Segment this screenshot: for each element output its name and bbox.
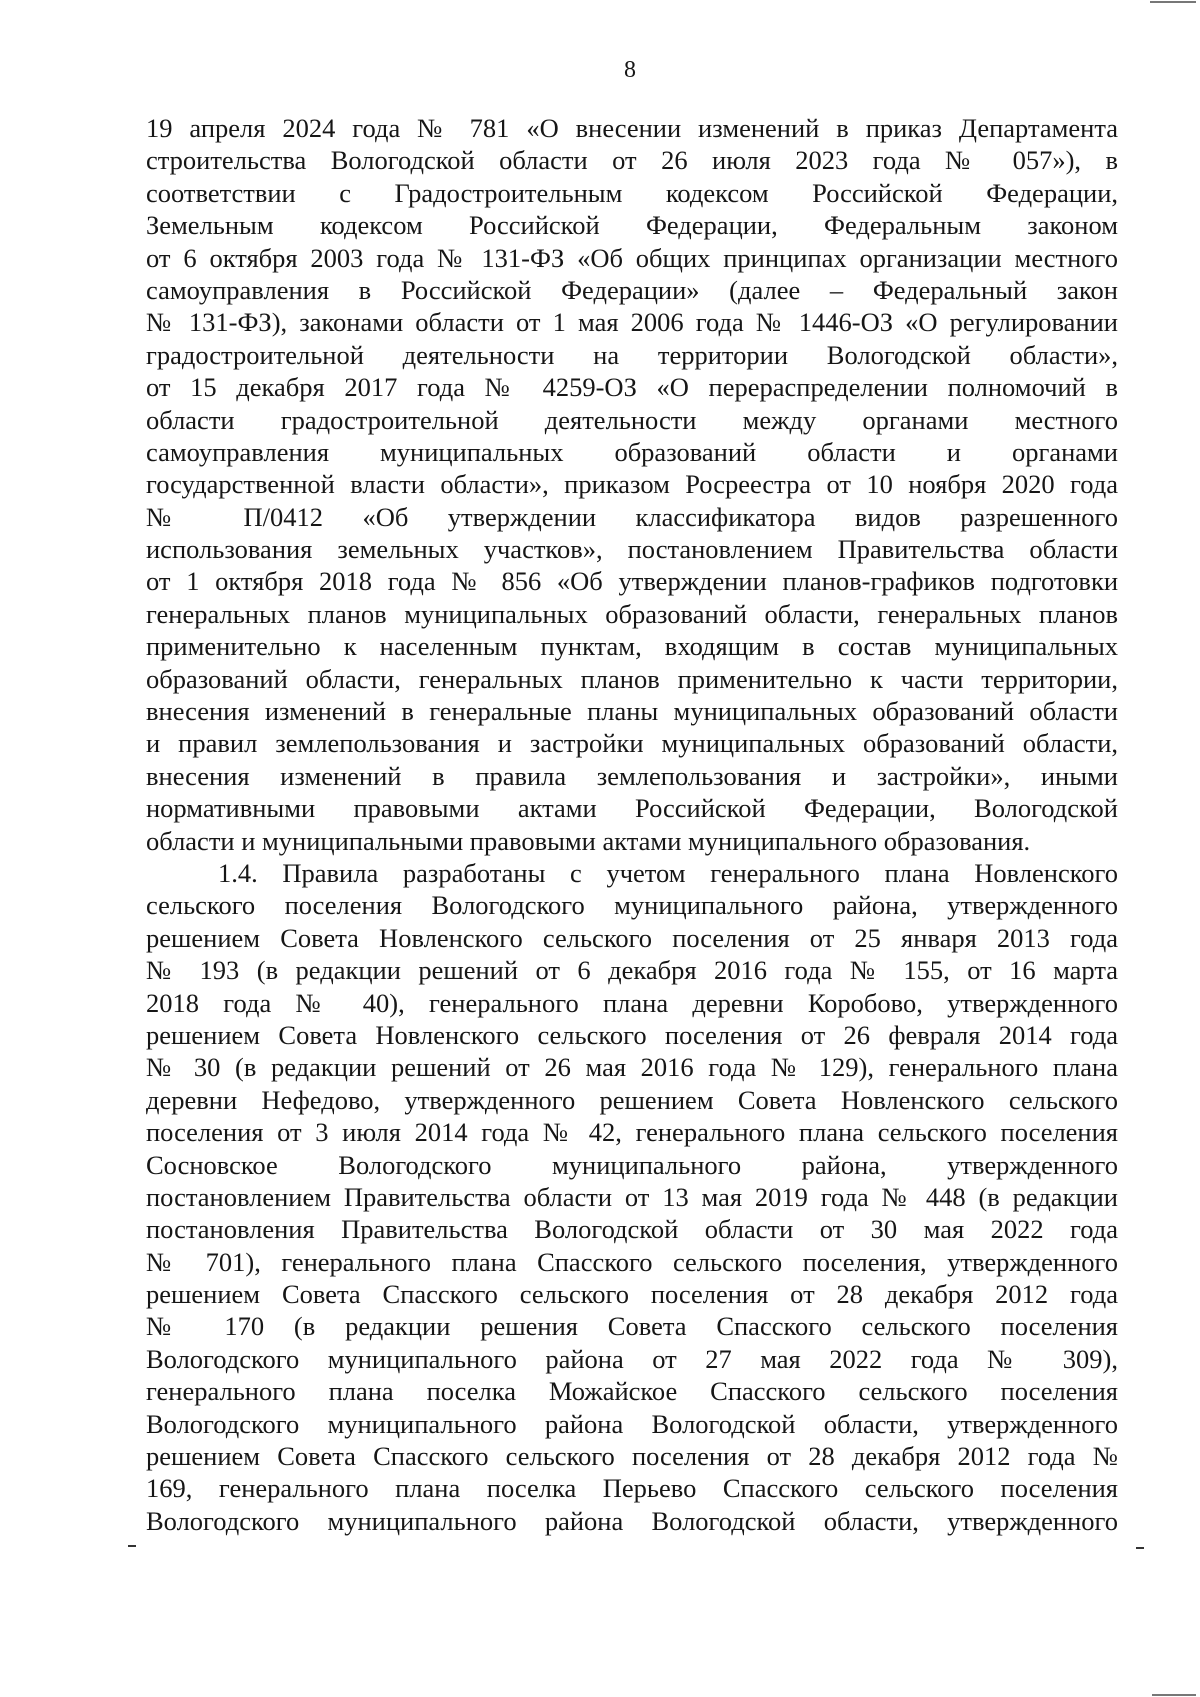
text-line: от 6 октября 2003 года № 131-ФЗ «Об общих принципах организации местного [146,242,1118,273]
text-line: № П/0412 «Об утверждении классификатора видов разрешенного [146,501,1118,532]
text-line: внесения изменений в правила землепользования и застройки», иными [146,760,1118,791]
text-line: соответствии с Градостроительным кодексом Российской Федерации, [146,177,1118,208]
text-line: градостроительной деятельности на территории Вологодской области», [146,339,1118,370]
text-line: Земельным кодексом Российской Федерации, Федеральным законом [146,210,1118,241]
text-line: и правил землепользования и застройки муниципальных образований области, [146,728,1118,759]
bottom-corner-mark [1152,1694,1196,1696]
text-line: постановления Правительства Вологодской области от 30 мая 2022 года [146,1214,1118,1245]
text-line: генерального плана поселка Можайское Спасского сельского поселения [146,1376,1118,1407]
text-line: области и муниципальными правовыми актами муниципального образования. [146,825,1031,856]
text-line: нормативными правовыми актами Российской Федерации, Вологодской [146,793,1118,824]
text-line: сельского поселения Вологодского муниципального района, утвержденного [146,890,1118,921]
text-line: от 1 октября 2018 года № 856 «Об утверждении планов-графиков подготовки [146,566,1118,597]
text-line: № 170 (в редакции решения Совета Спасского сельского поселения [146,1311,1118,1342]
document-body [146,112,1118,1537]
text-line: № 701), генерального плана Спасского сельского поселения, утвержденного [146,1246,1118,1277]
text-line: Вологодского муниципального района Вологодской области, утвержденного [146,1408,1118,1439]
text-line: государственной власти области», приказом Росреестра от 10 ноября 2020 года [146,469,1118,500]
text-line: области градостроительной деятельности между органами местного [146,404,1118,435]
right-scan-mark [1136,1547,1144,1549]
text-line: № 30 (в редакции решений от 26 мая 2016 года № 129), генерального плана [146,1052,1118,1083]
text-line: Вологодского муниципального района от 27 мая 2022 года № 309), [146,1343,1118,1374]
text-line: деревни Нефедово, утвержденного решением Совета Новленского сельского [146,1084,1118,1115]
page-number: 8 [624,57,636,83]
text-line: решением Совета Спасского сельского поселения от 28 декабря 2012 года № [146,1441,1118,1472]
text-line: использования земельных участков», постановлением Правительства области [146,534,1118,565]
text-line: 169, генерального плана поселка Перьево Спасского сельского поселения [146,1473,1118,1504]
text-line: решением Совета Новленского сельского поселения от 26 февраля 2014 года [146,1019,1118,1050]
text-line: внесения изменений в генеральные планы муниципальных образований области [146,696,1118,727]
top-corner-mark [1150,1,1196,3]
text-line: Вологодского муниципального района Вологодской области, утвержденного [146,1505,1118,1536]
text-line: самоуправления муниципальных образований области и органами [146,436,1118,467]
text-line: строительства Вологодской области от 26 июля 2023 года № 057»), в [146,145,1118,176]
text-line: самоуправления в Российской Федерации» (далее – Федеральный закон [146,274,1118,305]
text-line: № 131-ФЗ), законами области от 1 мая 2006 года № 1446-ОЗ «О регулировании [146,307,1118,338]
text-line: 2018 года № 40), генерального плана деревни Коробово, утвержденного [146,987,1118,1018]
paragraph-start-line: 1.4. Правила разработаны с учетом генерального плана Новленского [218,857,1118,888]
text-line: Сосновское Вологодского муниципального района, утвержденного [146,1149,1118,1180]
text-line: постановлением Правительства области от 13 мая 2019 года № 448 (в редакции [146,1181,1118,1212]
text-line: генеральных планов муниципальных образований области, генеральных планов [146,598,1118,629]
text-line: № 193 (в редакции решений от 6 декабря 2016 года № 155, от 16 марта [146,955,1118,986]
text-line: образований области, генеральных планов применительно к части территории, [146,663,1118,694]
left-scan-mark [128,1545,136,1547]
text-line: решением Совета Новленского сельского поселения от 25 января 2013 года [146,922,1118,953]
text-line: от 15 декабря 2017 года № 4259-ОЗ «О перераспределении полномочий в [146,372,1118,403]
text-line: 19 апреля 2024 года № 781 «О внесении изменений в приказ Департамента [146,113,1118,143]
text-line: решением Совета Спасского сельского поселения от 28 декабря 2012 года [146,1279,1118,1310]
text-line: применительно к населенным пунктам, входящим в состав муниципальных [146,631,1118,662]
text-line: поселения от 3 июля 2014 года № 42, генерального плана сельского поселения [146,1117,1118,1148]
